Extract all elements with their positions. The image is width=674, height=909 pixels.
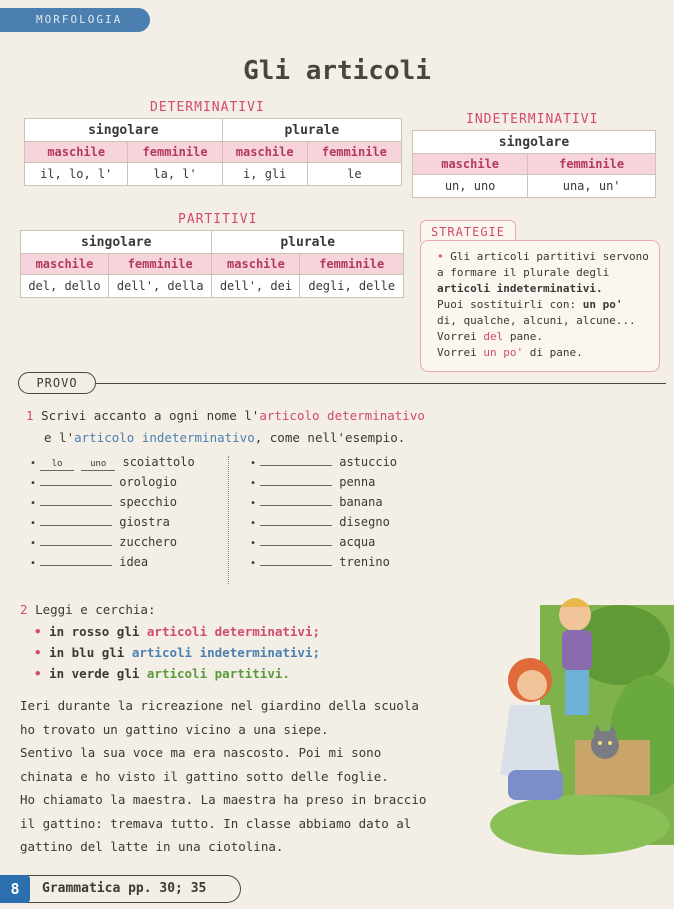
answer-blank[interactable] — [260, 513, 332, 526]
girl-head-icon — [517, 670, 547, 700]
exercise-number: 2 — [20, 602, 28, 617]
bullet-icon: • — [30, 458, 37, 469]
determinativi-label: DETERMINATIVI — [150, 100, 265, 115]
example-text: Vorrei — [437, 346, 477, 359]
noun: trenino — [339, 555, 390, 569]
det-cell: i, gli — [222, 163, 307, 186]
strategie-tag: STRATEGIE — [420, 220, 516, 242]
children-cat-illustration — [470, 585, 674, 875]
answer-blank[interactable] — [260, 493, 332, 506]
part-col: maschile — [212, 254, 300, 275]
text-line: Ho chiamato la maestra. La maestra ha preso in braccio — [20, 792, 427, 807]
text-line: Sentivo la sua voce ma era nascosto. Poi mi sono — [20, 745, 382, 760]
text-line: gattino del latte in una ciotolina. — [20, 839, 284, 854]
example-answer: lo — [40, 458, 74, 471]
part-col: femminile — [108, 254, 212, 275]
noun: astuccio — [339, 455, 398, 469]
instruction-text: in verde gli — [49, 666, 140, 681]
text-line: ho trovato un gattino vicino a una siepe. — [20, 721, 329, 737]
boy-pants-icon — [565, 670, 589, 715]
exercise-item — [250, 492, 450, 512]
boy-hair-icon — [560, 598, 590, 607]
answer-blank[interactable] — [260, 473, 332, 486]
bullet-icon: • — [437, 250, 444, 263]
answer-blank[interactable] — [40, 553, 112, 566]
noun: specchio — [119, 495, 178, 509]
part-cell: degli, delle — [300, 275, 404, 298]
strategie-text: di, qualche, alcuni, alcune... — [437, 314, 636, 327]
strategie-text: articoli indeterminativi. — [437, 282, 603, 295]
det-singolare-header: singolare — [25, 119, 223, 142]
det-col: maschile — [222, 142, 307, 163]
ind-col: maschile — [413, 154, 528, 175]
page-title: Gli articoli — [243, 56, 431, 86]
instruction-highlight: articoli determinativi; — [146, 624, 320, 639]
det-col: maschile — [25, 142, 128, 163]
instruction-highlight: articoli partitivi. — [146, 666, 290, 681]
determinativi-table — [24, 118, 402, 186]
ind-cell: un, uno — [413, 175, 528, 198]
section-tag: MORFOLOGIA — [0, 8, 150, 32]
page-number: 8 — [0, 875, 30, 903]
exercise-number: 1 — [26, 408, 34, 423]
noun: giostra — [119, 515, 170, 529]
bullet-icon: • — [34, 645, 42, 660]
exercise-2-title — [20, 602, 155, 617]
example-answer: uno — [81, 458, 115, 471]
instruction-text: in rosso gli — [49, 624, 140, 639]
boy-shirt-icon — [562, 630, 592, 670]
provo-divider — [96, 383, 666, 384]
strategie-text: Puoi sostituirli con: — [437, 298, 577, 311]
exercise-item — [250, 532, 450, 552]
cat-icon — [591, 731, 619, 759]
grass-icon — [490, 795, 670, 855]
instruction-text: Scrivi accanto a ogni nome l' — [41, 408, 260, 423]
text-line: il gattino: tremava tutto. In classe abbiamo dato al — [20, 815, 412, 831]
exercise-item — [30, 452, 250, 472]
exercise-2-bullet-red — [34, 624, 320, 639]
det-plurale-header: plurale — [222, 119, 401, 142]
noun: orologio — [119, 475, 178, 489]
footer-reference: Grammatica pp. 30; 35 — [26, 875, 241, 903]
partitivi-label: PARTITIVI — [178, 212, 258, 227]
instruction-text: Leggi e cerchia: — [35, 602, 156, 617]
provo-label: PROVO — [18, 372, 96, 394]
column-divider — [228, 456, 230, 584]
exercise-item — [30, 532, 250, 552]
strategie-box — [420, 240, 660, 372]
part-cell: dell', dei — [212, 275, 300, 298]
ind-singolare-header: singolare — [413, 131, 656, 154]
instruction-text: , come nell'esempio. — [254, 430, 406, 445]
noun: penna — [339, 475, 376, 489]
bullet-icon: • — [250, 458, 257, 469]
noun: scoiattolo — [122, 455, 195, 469]
example-article: del — [483, 330, 504, 343]
det-col: femminile — [128, 142, 222, 163]
exercise-1-instruction-2 — [44, 430, 405, 445]
exercise-1-instruction — [26, 408, 425, 423]
ind-cell: una, un' — [528, 175, 656, 198]
strategie-text: a formare il plurale degli — [437, 266, 610, 279]
ind-col: femminile — [528, 154, 656, 175]
exercise-1-left-column — [30, 452, 250, 572]
answer-blank[interactable] — [260, 453, 332, 466]
instruction-text: in blu gli — [49, 645, 125, 660]
answer-blank[interactable] — [260, 553, 332, 566]
instruction-text: e l' — [44, 430, 75, 445]
noun: banana — [339, 495, 383, 509]
answer-blank[interactable] — [40, 493, 112, 506]
example-text: pane. — [509, 330, 543, 343]
noun: idea — [119, 555, 149, 569]
text-line: chinata e ho visto il gattino sotto delle foglie. — [20, 768, 389, 784]
girl-skirt-icon — [508, 770, 563, 800]
noun: zucchero — [119, 535, 178, 549]
part-cell: del, dello — [21, 275, 109, 298]
bullet-icon: • — [30, 498, 37, 509]
part-plurale-header: plurale — [212, 231, 404, 254]
instruction-highlight: articolo indeterminativo — [74, 430, 255, 445]
exercise-item — [250, 472, 450, 492]
exercise-item — [250, 512, 450, 532]
exercise-item — [30, 492, 250, 512]
answer-blank[interactable] — [40, 533, 112, 546]
bullet-icon: • — [250, 558, 257, 569]
det-cell: la, l' — [128, 163, 222, 186]
bullet-icon: • — [250, 478, 257, 489]
exercise-item — [30, 512, 250, 532]
indeterminativi-table — [412, 130, 656, 198]
bullet-icon: • — [250, 498, 257, 509]
exercise-item — [250, 552, 450, 572]
part-singolare-header: singolare — [21, 231, 212, 254]
instruction-highlight: articolo determinativo — [259, 408, 425, 423]
exercise-2-bullet-blue — [34, 645, 320, 660]
strategie-text: un po' — [582, 298, 623, 311]
det-cell: le — [307, 163, 401, 186]
exercise-1-right-column — [250, 452, 450, 572]
part-col: femminile — [300, 254, 404, 275]
bullet-icon: • — [30, 518, 37, 529]
text-line: Ieri durante la ricreazione nel giardino della scuola — [20, 698, 419, 713]
exercise-2-text — [20, 694, 470, 859]
part-col: maschile — [21, 254, 109, 275]
bullet-icon: • — [250, 518, 257, 529]
example-article: un po' — [483, 346, 524, 359]
bullet-icon: • — [30, 558, 37, 569]
answer-blank[interactable] — [40, 513, 112, 526]
exercise-item — [30, 472, 250, 492]
exercise-item — [30, 552, 250, 572]
det-col: femminile — [307, 142, 401, 163]
girl-shirt-icon — [500, 705, 560, 775]
bullet-icon: • — [34, 666, 42, 681]
noun: disegno — [339, 515, 390, 529]
det-cell: il, lo, l' — [25, 163, 128, 186]
answer-blank[interactable] — [260, 533, 332, 546]
indeterminativi-label: INDETERMINATIVI — [466, 112, 599, 127]
part-cell: dell', della — [108, 275, 212, 298]
exercise-2-bullet-green — [34, 666, 290, 681]
example-text: di pane. — [529, 346, 583, 359]
bullet-icon: • — [250, 538, 257, 549]
bullet-icon: • — [34, 624, 42, 639]
exercise-item — [250, 452, 450, 472]
instruction-highlight: articoli indeterminativi; — [131, 645, 321, 660]
partitivi-table — [20, 230, 404, 298]
strategie-text: Gli articoli partitivi servono — [450, 250, 649, 263]
example-text: Vorrei — [437, 330, 477, 343]
bullet-icon: • — [30, 478, 37, 489]
answer-blank[interactable] — [40, 473, 112, 486]
bullet-icon: • — [30, 538, 37, 549]
noun: acqua — [339, 535, 376, 549]
